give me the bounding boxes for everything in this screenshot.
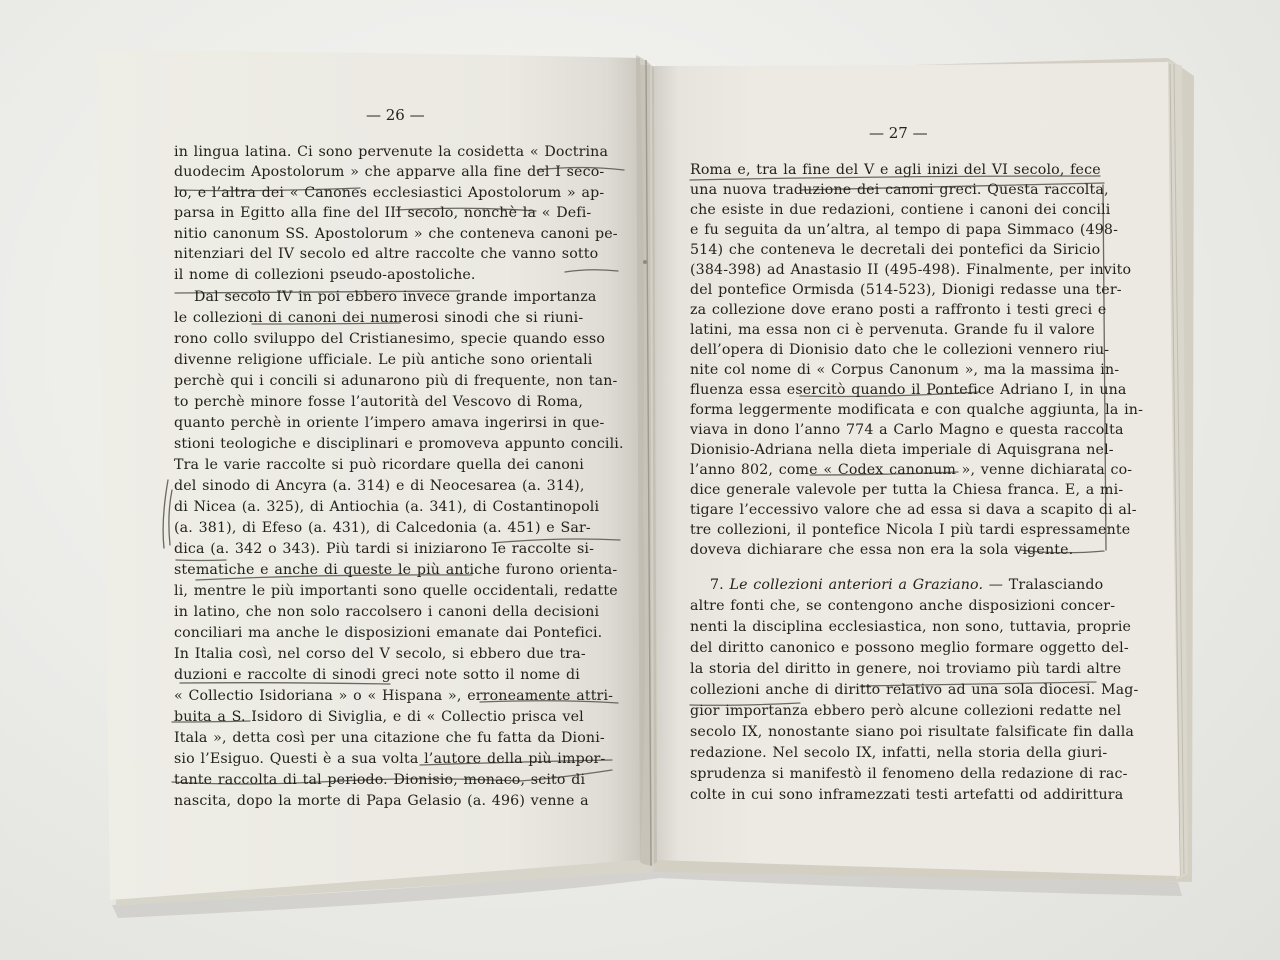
text-line: nascita, dopo la morte di Papa Gelasio (a. 496) venne a: [174, 793, 589, 809]
text-line: di Nicea (a. 325), di Antiochia (a. 341), di Costantinopoli: [174, 499, 600, 515]
section-heading-title: Le collezioni anteriori a Graziano. —: [729, 577, 1004, 593]
section-heading: [710, 575, 1103, 595]
text-line: il nome di collezioni pseudo-apostoliche.: [174, 267, 476, 283]
right-page-number: — 27 —: [869, 124, 928, 142]
text-line: perchè qui i concili si adunarono più di frequente, non tan-: [174, 373, 618, 389]
text-line: to perchè minore fosse l’autorità del Vescovo di Roma,: [174, 394, 584, 410]
text-line: Dal secolo IV in poi ebbero invece grande importanza: [194, 289, 597, 305]
text-line: (384-398) ad Anastasio II (495-498). Finalmente, per invito: [690, 262, 1132, 278]
text-line: Roma e, tra la fine del V e agli inizi del VI secolo, fece: [690, 162, 1101, 178]
text-line: buita a S. Isidoro di Siviglia, e di « Collectio prisca vel: [174, 709, 584, 725]
text-line: sprudenza si manifestò il fenomeno della redazione di rac-: [690, 766, 1128, 782]
text-line: duzioni e raccolte di sinodi greci note sotto il nome di: [174, 667, 580, 683]
text-line: l’anno 802, come « Codex canonum », venne dichiarata co-: [690, 462, 1133, 478]
text-line: In Italia così, nel corso del V secolo, si ebbero due tra-: [174, 646, 586, 662]
text-line: za collezione dove erano posti a raffronto i testi greci e: [690, 302, 1107, 318]
text-line: li, mentre le più importanti sono quelle occidentali, redatte: [174, 583, 618, 599]
text-line: nitio canonum SS. Apostolorum » che conteneva canoni pe-: [174, 226, 618, 242]
text-line: Dionisio-Adriana nella dieta imperiale di Aquisgrana nel-: [690, 442, 1114, 458]
text-line: rono collo sviluppo del Cristianesimo, specie quando esso: [174, 331, 606, 347]
text-line: una nuova traduzione dei canoni greci. Questa raccolta,: [690, 182, 1109, 198]
section-heading-number: 7.: [710, 577, 724, 593]
text-line: dice generale valevole per tutta la Chiesa franca. E, a mi-: [690, 482, 1124, 498]
text-line: conciliari ma anche le disposizioni emanate dai Pontefici.: [174, 625, 603, 641]
text-line: duodecim Apostolorum » che apparve alla fine del I seco-: [174, 164, 605, 180]
text-line: altre fonti che, se contengono anche disposizioni concer-: [690, 598, 1116, 614]
text-line: in latino, che non solo raccolsero i canoni della decisioni: [174, 604, 600, 620]
text-line: nitenziari del IV secolo ed altre raccolte che vanno sotto: [174, 246, 599, 262]
text-line: tigare l’eccessivo valore che ad essa si dava a scapito di al-: [690, 502, 1137, 518]
text-line: Tra le varie raccolte si può ricordare quella dei canoni: [174, 457, 584, 473]
text-line: 514) che conteneva le decretali dei pontefici da Siricio: [690, 242, 1101, 258]
text-line: in lingua latina. Ci sono pervenute la cosidetta « Doctrina: [174, 144, 609, 160]
text-line: del sinodo di Ancyra (a. 314) e di Neocesarea (a. 314),: [174, 478, 585, 494]
text-line: lo, e l’altra dei « Canones ecclesiastici Apostolorum » ap-: [174, 185, 605, 201]
left-page-number: — 26 —: [366, 106, 425, 124]
text-line: secolo IX, nonostante siano poi risultate falsificate fin dalla: [690, 724, 1135, 740]
text-line: tante raccolta di tal periodo. Dionisio, monaco, scito di: [174, 772, 586, 788]
text-line: fluenza essa esercitò quando il Pontefice Adriano I, in una: [690, 382, 1127, 398]
text-line: parsa in Egitto alla fine del III secolo, nonchè la « Defi-: [174, 205, 592, 221]
text-line: (a. 381), di Efeso (a. 431), di Calcedonia (a. 451) e Sar-: [174, 520, 591, 536]
text-line: dell’opera di Dionisio dato che le collezioni vennero riu-: [690, 342, 1110, 358]
text-line: nite col nome di « Corpus Canonum », ma la massima in-: [690, 362, 1120, 378]
text-line: collezioni anche di diritto relativo ad una sola diocesi. Mag-: [690, 682, 1139, 698]
text-line: forma leggermente modificata e con qualche aggiunta, la in-: [690, 402, 1144, 418]
text-line: colte in cui sono inframezzati testi artefatti od addirittura: [690, 787, 1124, 803]
text-line: Itala », detta così per una citazione che fu fatta da Dioni-: [174, 730, 605, 746]
text-line: la storia del diritto in genere, noi troviamo più tardi altre: [690, 661, 1122, 677]
text-line: divenne religione ufficiale. Le più antiche sono orientali: [174, 352, 593, 368]
text-line: che esiste in due redazioni, contiene i canoni dei concili: [690, 202, 1111, 218]
text-line: latini, ma essa non ci è pervenuta. Grande fu il valore: [690, 322, 1095, 338]
text-line: Tralasciando: [1008, 577, 1104, 593]
text-line: doveva dichiarare che essa non era la sola vigente.: [690, 542, 1074, 558]
text-line: redazione. Nel secolo IX, infatti, nella storia della giuri-: [690, 745, 1108, 761]
text-line: nenti la disciplina ecclesiastica, non sono, tuttavia, proprie: [690, 619, 1132, 635]
text-line: le collezioni di canoni dei numerosi sinodi che si riuni-: [174, 310, 584, 326]
text-line: del diritto canonico e possono meglio formare oggetto del-: [690, 640, 1129, 656]
text-line: dica (a. 342 o 343). Più tardi si iniziarono le raccolte si-: [174, 541, 595, 557]
text-line: « Collectio Isidoriana » o « Hispana », erroneamente attri-: [174, 688, 614, 704]
text-line: stioni teologiche e disciplinari e promoveva appunto concili.: [174, 436, 624, 452]
text-line: e fu seguita da un’altra, al tempo di papa Simmaco (498-: [690, 222, 1119, 238]
text-line: gior importanza ebbero però alcune collezioni redatte nel: [690, 703, 1122, 719]
text-line: viava in dono l’anno 774 a Carlo Magno e questa raccolta: [690, 422, 1124, 438]
text-line: quanto perchè in oriente l’impero amava ingerirsi in que-: [174, 415, 605, 431]
text-line: tre collezioni, il pontefice Nicola I più tardi espressamente: [690, 522, 1131, 538]
text-line: stematiche e anche di queste le più antiche furono orienta-: [174, 562, 618, 578]
text-line: del pontefice Ormisda (514-523), Dionigi redasse una ter-: [690, 282, 1122, 298]
text-line: sio l’Esiguo. Questi è a sua volta l’autore della più impor-: [174, 751, 606, 767]
